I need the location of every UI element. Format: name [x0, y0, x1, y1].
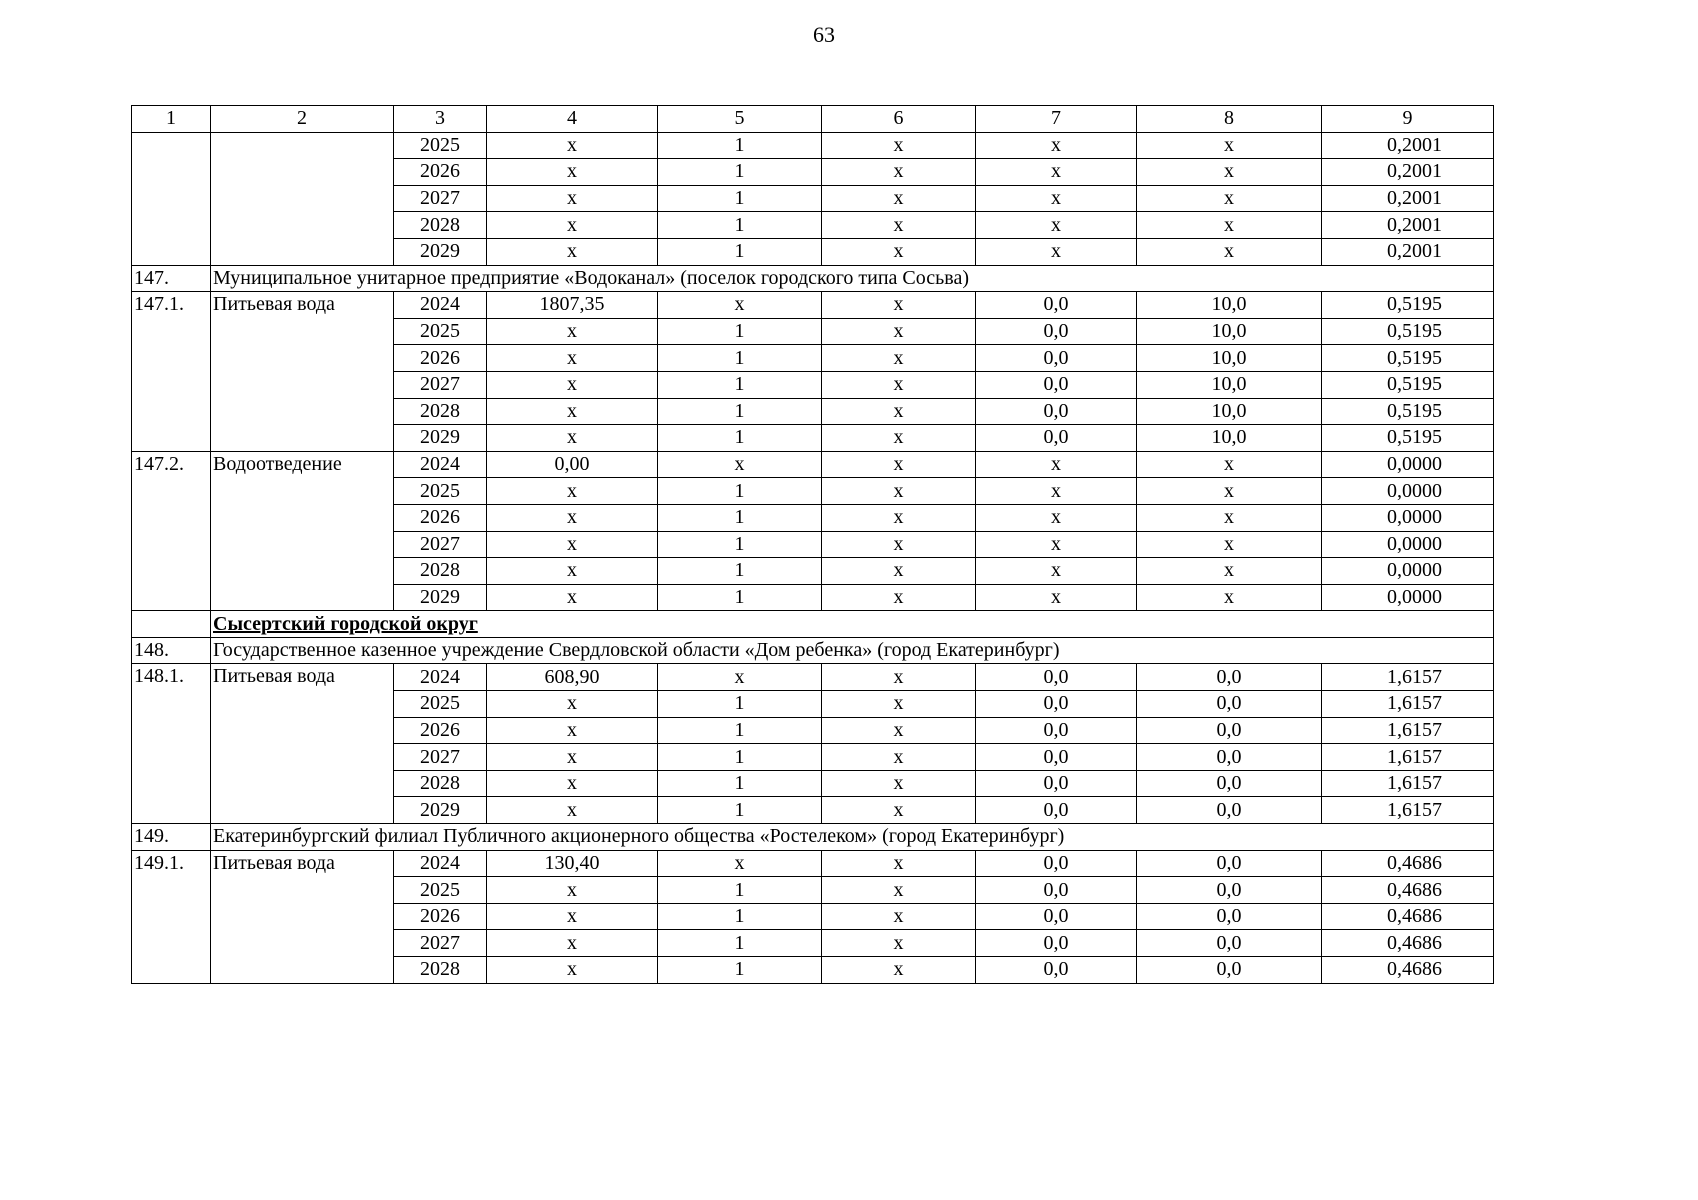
value-cell: 1 — [658, 398, 822, 425]
year-cell: 2027 — [394, 744, 487, 771]
value-cell: 1 — [658, 425, 822, 452]
value-cell: 0,0 — [976, 850, 1137, 877]
value-cell: x — [1137, 185, 1322, 212]
organization-name: Екатеринбургский филиал Публичного акционерного общества «Ростелеком» (город Екатеринбург) — [211, 824, 1494, 851]
value-cell: 0,0 — [1137, 957, 1322, 984]
value-cell: 0,2001 — [1322, 159, 1494, 186]
year-cell: 2026 — [394, 717, 487, 744]
value-cell: x — [487, 877, 658, 904]
value-cell: x — [822, 797, 976, 824]
value-cell: x — [487, 371, 658, 398]
value-cell: 0,0 — [1137, 903, 1322, 930]
value-cell: 0,5195 — [1322, 345, 1494, 372]
value-cell: 0,2001 — [1322, 132, 1494, 159]
value-cell: x — [1137, 584, 1322, 611]
value-cell: 0,0 — [976, 371, 1137, 398]
item-name: Питьевая вода — [211, 292, 394, 452]
item-name: Питьевая вода — [211, 850, 394, 983]
table-body — [132, 132, 1494, 983]
value-cell: x — [822, 877, 976, 904]
value-cell: 0,0000 — [1322, 478, 1494, 505]
item-name — [211, 132, 394, 265]
year-cell: 2028 — [394, 558, 487, 585]
item-number — [132, 132, 211, 265]
table-row — [132, 451, 1494, 478]
year-cell: 2024 — [394, 850, 487, 877]
value-cell: 1 — [658, 877, 822, 904]
value-cell: 0,0 — [1137, 797, 1322, 824]
value-cell: x — [487, 930, 658, 957]
value-cell: 0,00 — [487, 451, 658, 478]
value-cell: 0,0 — [976, 318, 1137, 345]
value-cell: x — [976, 159, 1137, 186]
year-cell: 2024 — [394, 292, 487, 319]
value-cell: 0,0 — [976, 930, 1137, 957]
value-cell: 0,0000 — [1322, 531, 1494, 558]
value-cell: x — [822, 185, 976, 212]
value-cell: 0,5195 — [1322, 398, 1494, 425]
value-cell: 1,6157 — [1322, 797, 1494, 824]
value-cell: 0,0 — [1137, 930, 1322, 957]
value-cell: x — [1137, 504, 1322, 531]
value-cell: x — [976, 531, 1137, 558]
organization-row — [132, 265, 1494, 292]
value-cell: x — [822, 504, 976, 531]
value-cell: x — [487, 238, 658, 265]
value-cell: x — [822, 717, 976, 744]
district-row — [132, 611, 1494, 638]
year-cell: 2024 — [394, 664, 487, 691]
value-cell: x — [976, 478, 1137, 505]
value-cell: 0,5195 — [1322, 292, 1494, 319]
value-cell: 10,0 — [1137, 292, 1322, 319]
value-cell: x — [487, 691, 658, 718]
value-cell: x — [976, 558, 1137, 585]
value-cell: 0,5195 — [1322, 425, 1494, 452]
value-cell: x — [487, 558, 658, 585]
value-cell: 0,0 — [976, 797, 1137, 824]
value-cell: x — [822, 903, 976, 930]
value-cell: x — [1137, 212, 1322, 239]
value-cell: 1 — [658, 558, 822, 585]
value-cell: 0,4686 — [1322, 903, 1494, 930]
header-cell: 2 — [211, 106, 394, 133]
value-cell: x — [822, 292, 976, 319]
table-row — [132, 132, 1494, 159]
header-cell: 6 — [822, 106, 976, 133]
year-cell: 2027 — [394, 185, 487, 212]
value-cell: 1 — [658, 957, 822, 984]
table-row — [132, 850, 1494, 877]
value-cell: x — [1137, 238, 1322, 265]
year-cell: 2026 — [394, 903, 487, 930]
value-cell: x — [487, 132, 658, 159]
organization-row — [132, 637, 1494, 664]
value-cell: 0,0000 — [1322, 584, 1494, 611]
value-cell: x — [1137, 558, 1322, 585]
value-cell: 1 — [658, 478, 822, 505]
value-cell: 1 — [658, 744, 822, 771]
value-cell: x — [822, 770, 976, 797]
value-cell: x — [487, 770, 658, 797]
header-cell: 9 — [1322, 106, 1494, 133]
value-cell: 608,90 — [487, 664, 658, 691]
value-cell: 1,6157 — [1322, 691, 1494, 718]
year-cell: 2026 — [394, 159, 487, 186]
value-cell: x — [487, 531, 658, 558]
year-cell: 2029 — [394, 238, 487, 265]
year-cell: 2025 — [394, 877, 487, 904]
value-cell: 1 — [658, 132, 822, 159]
value-cell: 0,0000 — [1322, 558, 1494, 585]
value-cell: 0,0 — [1137, 850, 1322, 877]
year-cell: 2028 — [394, 770, 487, 797]
value-cell: x — [487, 478, 658, 505]
value-cell: 0,4686 — [1322, 877, 1494, 904]
value-cell: x — [822, 850, 976, 877]
value-cell: x — [822, 371, 976, 398]
value-cell: 0,0 — [976, 877, 1137, 904]
item-name: Водоотведение — [211, 451, 394, 611]
value-cell: 0,0 — [976, 345, 1137, 372]
value-cell: 0,4686 — [1322, 930, 1494, 957]
value-cell: 0,0 — [976, 292, 1137, 319]
value-cell: 1 — [658, 504, 822, 531]
value-cell: x — [822, 584, 976, 611]
value-cell: 0,0 — [1137, 664, 1322, 691]
value-cell: x — [487, 903, 658, 930]
value-cell: 1,6157 — [1322, 744, 1494, 771]
value-cell: x — [658, 664, 822, 691]
value-cell: 0,0 — [976, 957, 1137, 984]
table-row — [132, 664, 1494, 691]
value-cell: x — [822, 478, 976, 505]
header-cell: 7 — [976, 106, 1137, 133]
value-cell: 130,40 — [487, 850, 658, 877]
page-number: 63 — [813, 22, 835, 47]
year-cell: 2027 — [394, 371, 487, 398]
value-cell: x — [822, 558, 976, 585]
organization-row — [132, 824, 1494, 851]
value-cell: x — [822, 957, 976, 984]
value-cell: 0,0 — [976, 425, 1137, 452]
value-cell: x — [487, 345, 658, 372]
value-cell: 1,6157 — [1322, 664, 1494, 691]
header-cell: 8 — [1137, 106, 1322, 133]
item-number: 147. — [132, 265, 211, 292]
year-cell: 2026 — [394, 345, 487, 372]
value-cell: x — [487, 744, 658, 771]
item-number: 147.2. — [132, 451, 211, 611]
value-cell: x — [822, 425, 976, 452]
value-cell: 0,0 — [976, 717, 1137, 744]
year-cell: 2025 — [394, 132, 487, 159]
item-number: 148.1. — [132, 664, 211, 824]
value-cell: x — [976, 584, 1137, 611]
item-number: 149.1. — [132, 850, 211, 983]
value-cell: x — [822, 451, 976, 478]
value-cell: 0,2001 — [1322, 185, 1494, 212]
value-cell: x — [976, 132, 1137, 159]
value-cell: 0,0 — [976, 691, 1137, 718]
year-cell: 2029 — [394, 425, 487, 452]
value-cell: 0,0 — [976, 398, 1137, 425]
value-cell: 1 — [658, 212, 822, 239]
value-cell: x — [822, 159, 976, 186]
value-cell: x — [976, 185, 1137, 212]
value-cell: 10,0 — [1137, 425, 1322, 452]
value-cell: x — [822, 664, 976, 691]
value-cell: x — [658, 292, 822, 319]
value-cell: x — [976, 451, 1137, 478]
value-cell: 0,0000 — [1322, 451, 1494, 478]
value-cell: 0,0 — [976, 664, 1137, 691]
item-number: 147.1. — [132, 292, 211, 452]
value-cell: 0,0 — [976, 903, 1137, 930]
value-cell: 1807,35 — [487, 292, 658, 319]
value-cell: 1,6157 — [1322, 770, 1494, 797]
value-cell: x — [487, 957, 658, 984]
header-cell: 4 — [487, 106, 658, 133]
value-cell: x — [822, 531, 976, 558]
value-cell: x — [487, 504, 658, 531]
value-cell: x — [822, 238, 976, 265]
value-cell: 0,4686 — [1322, 850, 1494, 877]
value-cell: 10,0 — [1137, 345, 1322, 372]
value-cell: x — [822, 132, 976, 159]
value-cell: 1 — [658, 717, 822, 744]
year-cell: 2024 — [394, 451, 487, 478]
value-cell: x — [487, 398, 658, 425]
value-cell: 1 — [658, 238, 822, 265]
value-cell: x — [1137, 531, 1322, 558]
year-cell: 2025 — [394, 318, 487, 345]
value-cell: x — [1137, 478, 1322, 505]
value-cell: 1 — [658, 930, 822, 957]
year-cell: 2026 — [394, 504, 487, 531]
value-cell: x — [487, 185, 658, 212]
value-cell: x — [822, 691, 976, 718]
value-cell: x — [1137, 451, 1322, 478]
value-cell: 1 — [658, 371, 822, 398]
value-cell: x — [487, 717, 658, 744]
value-cell: 0,4686 — [1322, 957, 1494, 984]
value-cell: 0,0 — [1137, 770, 1322, 797]
district-name: Сысертский городской округ — [211, 611, 1494, 638]
value-cell: x — [976, 212, 1137, 239]
header-cell: 3 — [394, 106, 487, 133]
value-cell: 1 — [658, 318, 822, 345]
item-number: 148. — [132, 637, 211, 664]
value-cell: x — [976, 238, 1137, 265]
value-cell: 0,0000 — [1322, 504, 1494, 531]
item-number — [132, 611, 211, 638]
value-cell: 0,0 — [1137, 877, 1322, 904]
value-cell: x — [487, 425, 658, 452]
value-cell: x — [658, 850, 822, 877]
value-cell: x — [487, 318, 658, 345]
value-cell: 0,2001 — [1322, 212, 1494, 239]
organization-name: Государственное казенное учреждение Свердловской области «Дом ребенка» (город Екатеринбург) — [211, 637, 1494, 664]
item-name: Питьевая вода — [211, 664, 394, 824]
value-cell: x — [822, 744, 976, 771]
item-number: 149. — [132, 824, 211, 851]
year-cell: 2028 — [394, 212, 487, 239]
value-cell: 10,0 — [1137, 318, 1322, 345]
value-cell: x — [487, 159, 658, 186]
value-cell: x — [822, 212, 976, 239]
value-cell: x — [822, 318, 976, 345]
year-cell: 2029 — [394, 584, 487, 611]
column-number-row — [132, 106, 1494, 133]
value-cell: 1 — [658, 691, 822, 718]
value-cell: x — [487, 584, 658, 611]
year-cell: 2028 — [394, 398, 487, 425]
value-cell: 1 — [658, 903, 822, 930]
value-cell: 1 — [658, 797, 822, 824]
value-cell: x — [822, 930, 976, 957]
value-cell: 0,0 — [976, 744, 1137, 771]
value-cell: x — [976, 504, 1137, 531]
value-cell: x — [1137, 132, 1322, 159]
value-cell: x — [487, 212, 658, 239]
value-cell: 0,5195 — [1322, 318, 1494, 345]
value-cell: 0,2001 — [1322, 238, 1494, 265]
value-cell: 10,0 — [1137, 398, 1322, 425]
tariff-table — [131, 105, 1494, 984]
value-cell: x — [487, 797, 658, 824]
table-row — [132, 292, 1494, 319]
value-cell: 1 — [658, 345, 822, 372]
value-cell: 0,0 — [1137, 717, 1322, 744]
year-cell: 2025 — [394, 691, 487, 718]
header-cell: 5 — [658, 106, 822, 133]
value-cell: 1 — [658, 159, 822, 186]
value-cell: 0,5195 — [1322, 371, 1494, 398]
value-cell: x — [822, 398, 976, 425]
value-cell: 1 — [658, 584, 822, 611]
value-cell: 1 — [658, 770, 822, 797]
year-cell: 2027 — [394, 930, 487, 957]
header-cell: 1 — [132, 106, 211, 133]
value-cell: 0,0 — [1137, 744, 1322, 771]
value-cell: x — [658, 451, 822, 478]
value-cell: x — [1137, 159, 1322, 186]
value-cell: 1 — [658, 185, 822, 212]
value-cell: x — [822, 345, 976, 372]
year-cell: 2028 — [394, 957, 487, 984]
year-cell: 2025 — [394, 478, 487, 505]
value-cell: 0,0 — [976, 770, 1137, 797]
value-cell: 0,0 — [1137, 691, 1322, 718]
year-cell: 2027 — [394, 531, 487, 558]
value-cell: 10,0 — [1137, 371, 1322, 398]
year-cell: 2029 — [394, 797, 487, 824]
value-cell: 1,6157 — [1322, 717, 1494, 744]
organization-name: Муниципальное унитарное предприятие «Водоканал» (поселок городского типа Сосьва) — [211, 265, 1494, 292]
value-cell: 1 — [658, 531, 822, 558]
